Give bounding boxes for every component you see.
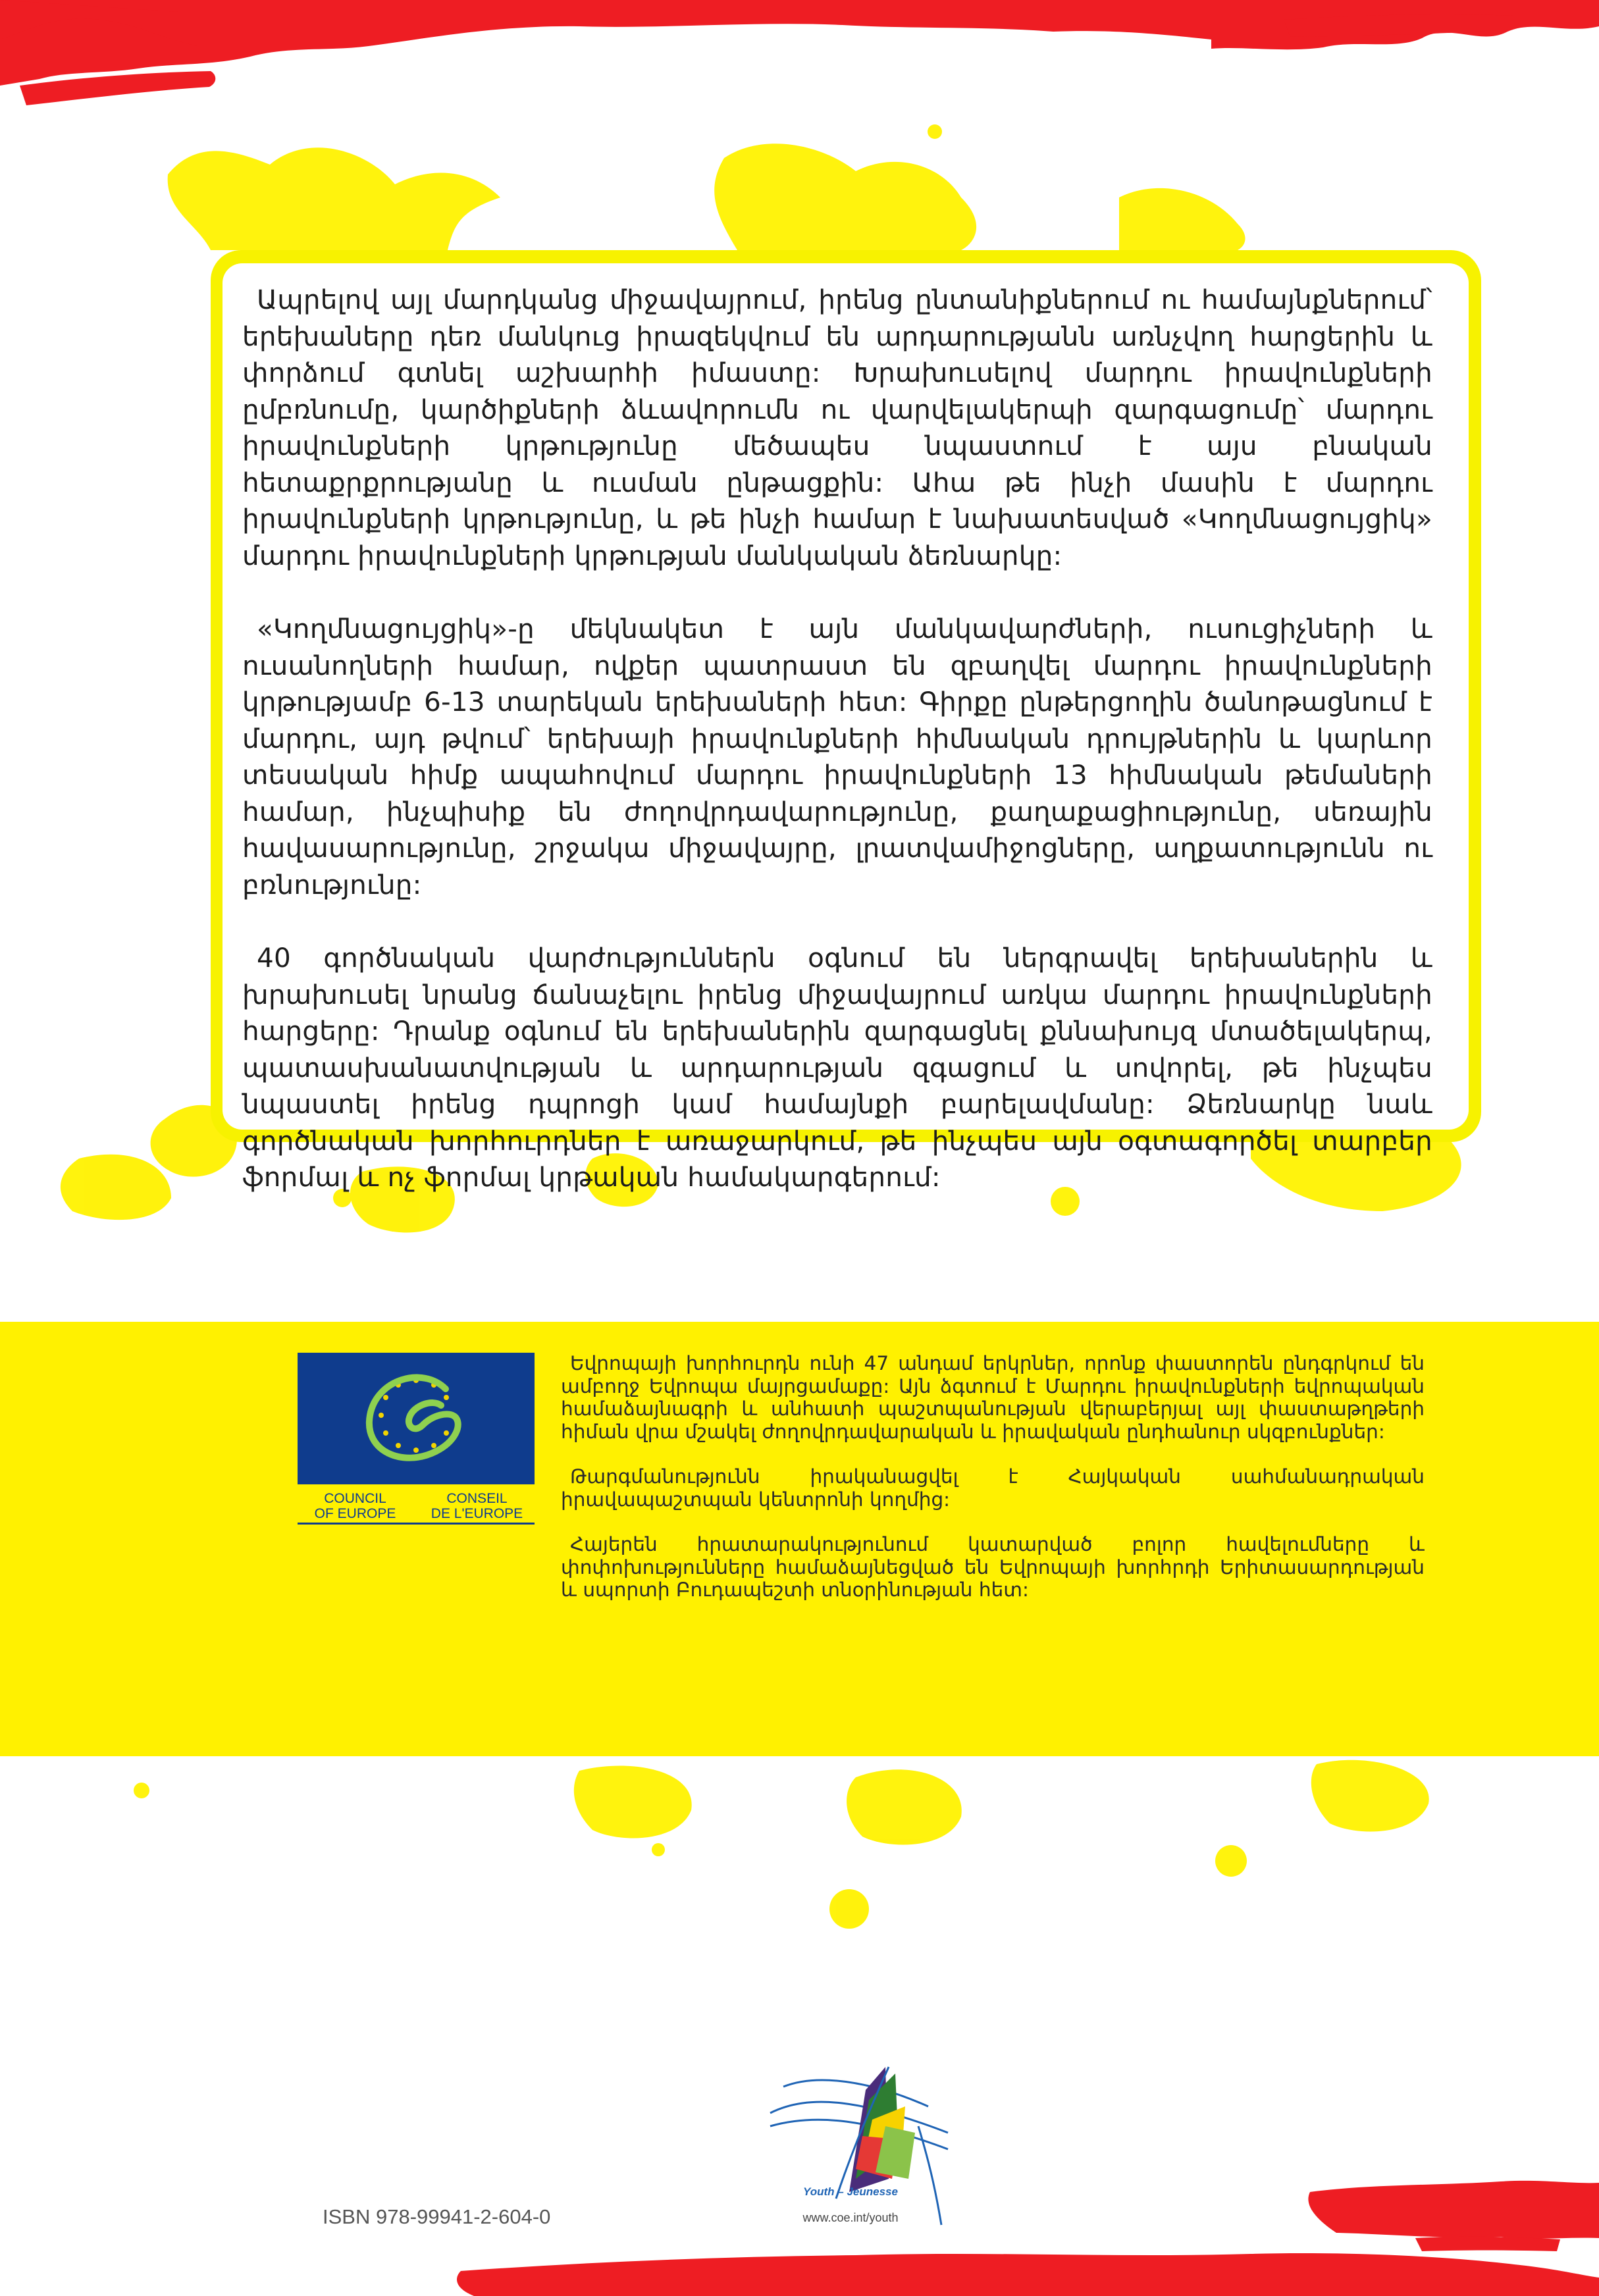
youth-caption: Youth – Jeunesse xyxy=(803,2185,898,2198)
red-brush-stroke-top xyxy=(0,0,1599,86)
red-brush-stroke-bottom xyxy=(1308,2181,1599,2239)
coe-caption-en: COUNCIL OF EUROPE xyxy=(314,1491,396,1521)
red-brush-stroke-bottom-2 xyxy=(457,2253,1599,2296)
council-of-europe-logo xyxy=(298,1353,535,1527)
coe-flag xyxy=(298,1353,535,1484)
yellow-splash-left xyxy=(168,147,500,250)
coe-underline xyxy=(298,1523,535,1525)
main-description xyxy=(242,282,1432,1233)
main-paragraph: «Կողմնացույցիկ»-ը մեկնակետ է այն մանկավարժների, ուսուցիչների և ուսանողների համար, ովքեր պատրաստ են զբաղվել մարդու իրավունքների կրթությամբ 6-13 տարեկան երեխաների հետ: Գիրքը ընթերցողին ծանոթացնում է մարդու, այդ թվում՝ երեխայի իրավունքների հիմնական դրույթներին և կարևոր տեսական հիմք ապահովում մարդու իրավունքների 13 հիմնական թեմաների համար, ինչպիսիք են ժողովրդավարությունը, քաղաքացիությունը, սեռային հավասարությունը, շրջակա միջավայրը, լրատվամիջոցները, աղքատությունն ու բռնությունը: xyxy=(242,613,1432,900)
youth-url[interactable]: www.coe.int/youth xyxy=(802,2211,899,2224)
coe-caption-fr: CONSEIL DE L'EUROPE xyxy=(431,1491,523,1521)
coe-emblem-icon xyxy=(298,1353,535,1484)
info-paragraph: Հայերեն հրատարակությունում կատարված բոլոր հավելումները և փոփոխությունները համաձայնեցված են Եվրոպայի խորհրդի Երիտասարդության և սպորտի Բուդապեշտի տնօրինության հետ: xyxy=(561,1533,1425,1601)
youth-jeunesse-logo-icon xyxy=(757,2027,955,2238)
main-paragraph: Ապրելով այլ մարդկանց միջավայրում, իրենց ընտանիքներում ու համայնքներում՝ երեխաները դեռ մանկուց իրազեկվում են արդարությանն առնչվող հարցերին և փորձում գտնել աշխարհի իմաստը: Խրախուսելով մարդու իրավունքների ըմբռնումը, կարծիքների ձևավորումն ու վարվելակերպի զարգացումը՝ մարդու իրավունքների կրթությունը մեծապես նպաստում է այս բնական հետաքրքրությանը և ուսման ընթացքին: Ահա թե ինչի մասին է մարդու իրավունքների կրթությունը, և թե ինչի համար է նախատեսված «Կողմնացույցիկ» մարդու իրավունքների կրթության մանկական ձեռնարկը: xyxy=(242,284,1432,571)
info-paragraph: Եվրոպայի խորհուրդն ունի 47 անդամ երկրներ, որոնք փաստորեն ընդգրկում են ամբողջ Եվրոպա մայրցամաքը: Այն ձգտում է Մարդու իրավունքների եվրոպական համաձայնագրի և անհատի պաշտպանության վերաբերյալ այլ փաստաթղթերի հիման վրա մշակել ժողովրդավարական և իրավական ընդհանուր սկզբունքներ: xyxy=(561,1352,1425,1443)
info-text xyxy=(561,1352,1425,1624)
isbn: ISBN 978-99941-2-604-0 xyxy=(323,2205,551,2228)
info-paragraph: Թարգմանությունն իրականացվել է Հայկական սահմանադրական իրավապաշտպան կենտրոնի կողմից: xyxy=(561,1465,1425,1511)
red-dash-bottom xyxy=(1415,2237,1560,2251)
main-paragraph: 40 գործնական վարժություններն օգնում են ներգրավել երեխաներին և խրախուսել նրանց ճանաչելու իրենց միջավայրում առկա մարդու իրավունքների հարցերը: Դրանք օգնում են երեխաներին զարգացնել քննախույզ մտածելակերպ, պատասխանատվության և արդարության զգացում և սովորել, թե ինչպես նպաստել իրենց դպրոցի կամ համայնքի բարելավմանը: Ձեռնարկը նաև գործնական խորհուրդներ է առաջարկում, թե ինչպես այն օգտագործել տարբեր ֆորմալ և ոչ ֆորմալ կրթական համակարգերում: xyxy=(242,942,1432,1193)
